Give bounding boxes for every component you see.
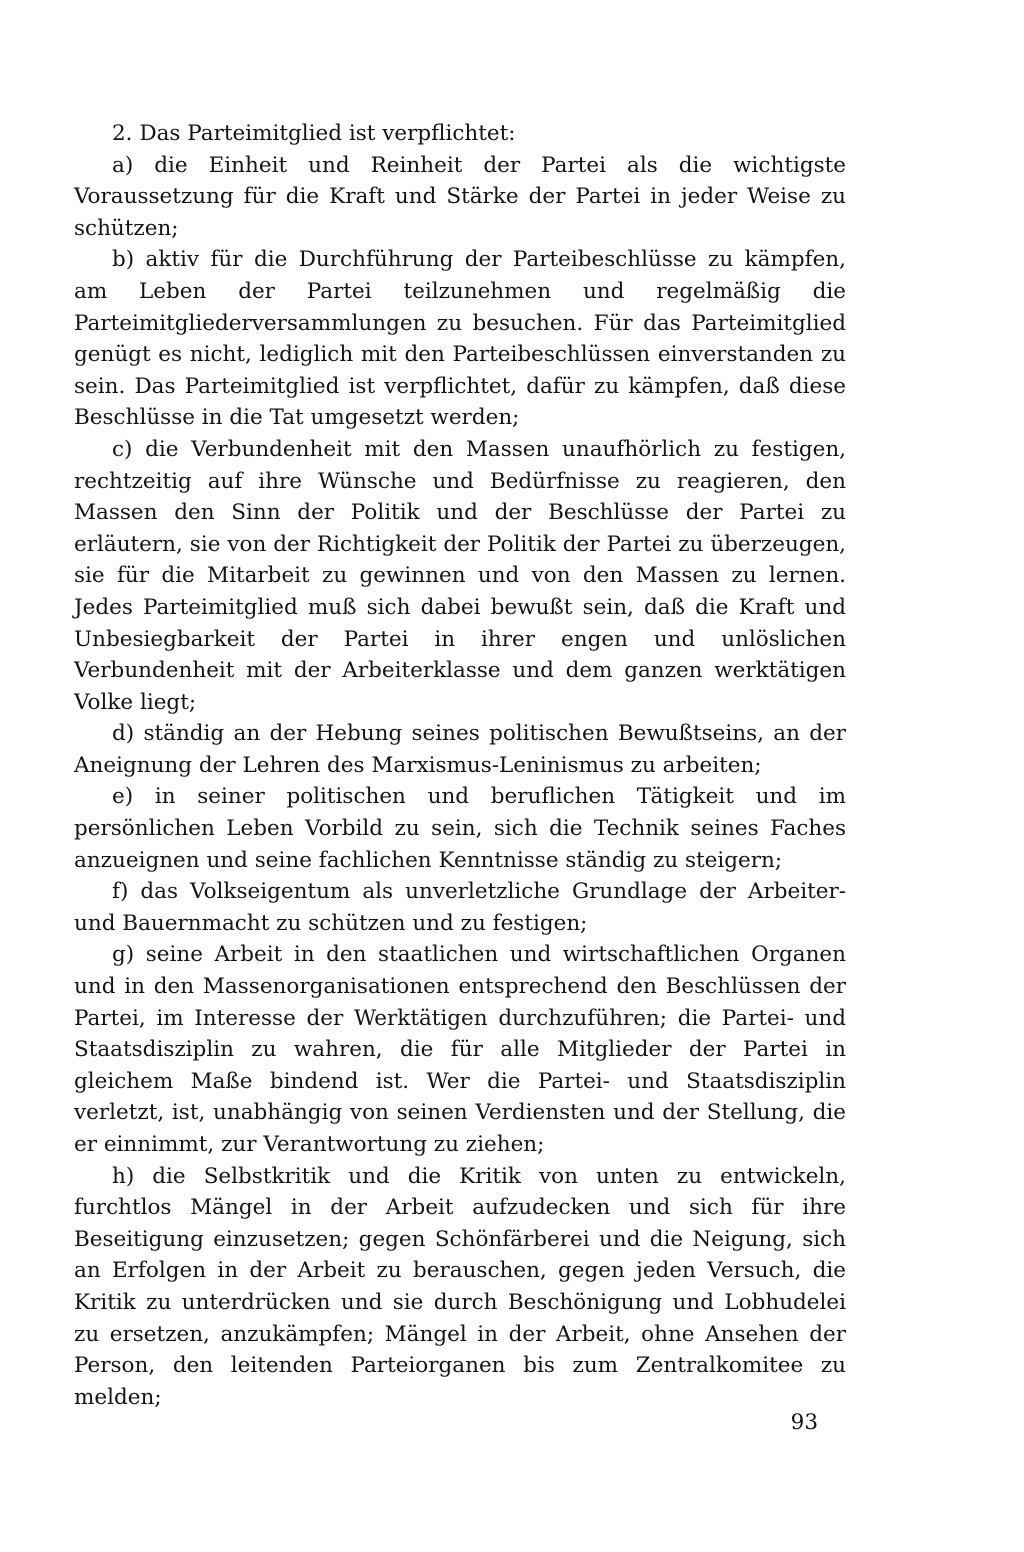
paragraph-a: a) die Einheit und Reinheit der Partei als die wichtigste Voraussetzung für die Kraft und Stärke der Partei in jeder Weise zu schützen; xyxy=(74,152,846,241)
paragraph-g: g) seine Arbeit in den staatlichen und wirtschaftlichen Organen und in den Massenorganisationen entsprechend den Beschlüssen der Partei, im Interesse der Werktätigen durchzuführen; die Partei- und Staatsdisziplin zu wahren, die für alle Mitglieder der Partei in gleichem Maße bindend ist. Wer die Partei- und Staatsdisziplin verletzt, ist, unabhängig von seinen Verdiensten und der Stellung, die er einnimmt, zur Verantwortung zu ziehen; xyxy=(74,942,846,1157)
body-text xyxy=(74,118,846,1413)
page-number: 93 xyxy=(790,1410,818,1435)
paragraph-b: b) aktiv für die Durchführung der Parteibeschlüsse zu kämpfen, am Leben der Partei teilzunehmen und regelmäßig die Parteimitgliederversammlungen zu besuchen. Für das Parteimitglied genügt es nicht, lediglich mit den Parteibeschlüssen einverstanden zu sein. Das Parteimitglied ist verpflichtet, dafür zu kämpfen, daß diese Beschlüsse in die Tat umgesetzt werden; xyxy=(74,247,846,431)
paragraph-intro: 2. Das Parteimitglied ist verpflichtet: xyxy=(112,121,516,146)
paragraph-e: e) in seiner politischen und beruflichen Tätigkeit und im persönlichen Leben Vorbild zu sein, sich die Technik seines Faches anzueignen und seine fachlichen Kenntnisse ständig zu steigern; xyxy=(74,784,846,873)
paragraph-h: h) die Selbstkritik und die Kritik von unten zu entwickeln, furchtlos Mängel in der Arbeit aufzudecken und sich für ihre Beseitigung einzusetzen; gegen Schönfärberei und die Neigung, sich an Erfolgen in der Arbeit zu berauschen, gegen jeden Versuch, die Kritik zu unterdrücken und sie durch Beschönigung und Lobhudelei zu ersetzen, anzukämpfen; Mängel in der Arbeit, ohne Ansehen der Person, den leitenden Parteiorganen bis zum Zentralkomitee zu melden; xyxy=(74,1163,846,1410)
paragraph-d: d) ständig an der Hebung seines politischen Bewußtseins, an der Aneignung der Lehren des Marxismus-Leninismus zu arbeiten; xyxy=(74,721,846,778)
paragraph-c: c) die Verbundenheit mit den Massen unaufhörlich zu festigen, rechtzeitig auf ihre Wünsche und Bedürfnisse zu reagieren, den Massen den Sinn der Politik und der Beschlüsse der Partei zu erläutern, sie von der Richtigkeit der Politik der Partei zu überzeugen, sie für die Mitarbeit zu gewinnen und von den Massen zu lernen. Jedes Parteimitglied muß sich dabei bewußt sein, daß die Kraft und Unbesiegbarkeit der Partei in ihrer engen und unlöslichen Verbundenheit mit der Arbeiterklasse und dem ganzen werktätigen Volke liegt; xyxy=(74,436,846,715)
paragraph-f: f) das Volkseigentum als unverletzliche Grundlage der Arbeiter- und Bauernmacht zu schützen und zu festigen; xyxy=(74,879,846,936)
